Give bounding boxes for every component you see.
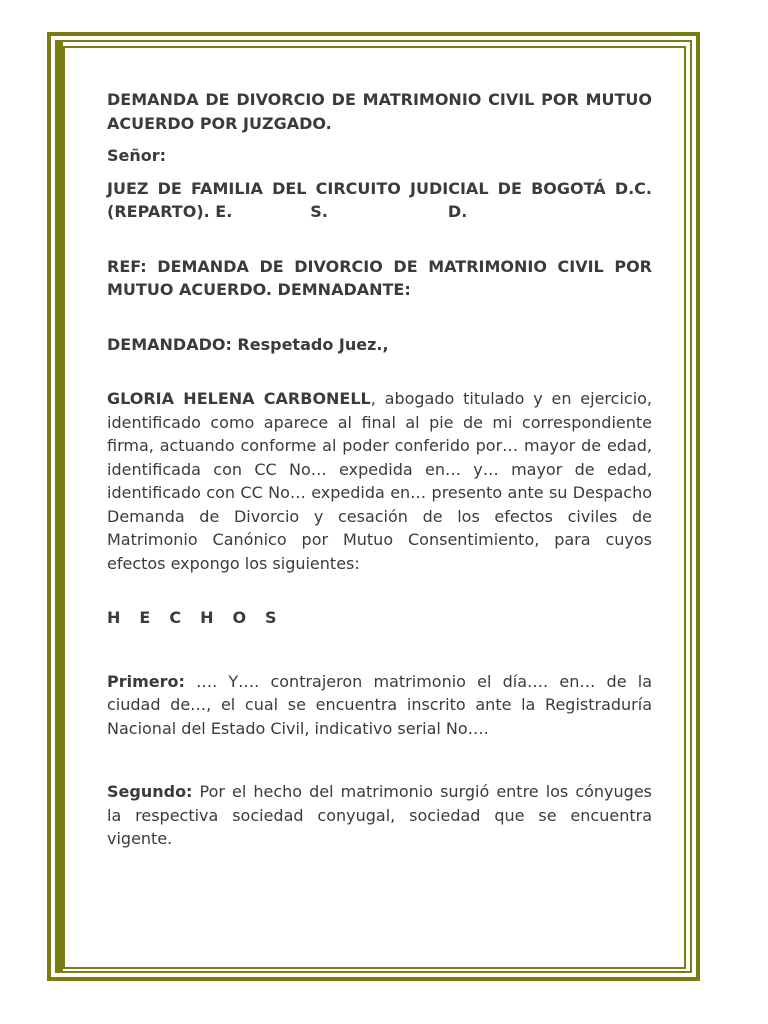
demandado-line: DEMANDADO: Respetado Juez., (107, 334, 389, 354)
section-heading-hechos: HECHOS (107, 608, 296, 627)
addressee-text: JUEZ DE FAMILIA DEL CIRCUITO JUDICIAL DE BOGOTÁ D.C. (REPARTO). E. (107, 178, 652, 221)
salutation: Señor: (107, 146, 167, 165)
fact-segundo-text: Por el hecho del matrimonio surgió entre los cónyuges la respectiva sociedad conyugal, sociedad que se encuentra vigente. (107, 782, 652, 848)
intro-paragraph (107, 387, 652, 575)
document-title: DEMANDA DE DIVORCIO DE MATRIMONIO CIVIL POR MUTUO ACUERDO POR JUZGADO. (107, 90, 652, 133)
fact-primero-label: Primero: (107, 671, 185, 691)
intro-text: , abogado titulado y en ejercicio, identificado como aparece al final al pie de mi correspondiente firma, actuando conforme al poder conferido por… mayor de edad, identificada con CC No… expedida en… y… mayor de edad, identificado con CC No… expedida en… presento ante su Despacho Demanda de Divorcio y cesación de los efectos civiles de Matrimonio Canónico por Mutuo Consentimiento, para cuyos efectos expongo los siguientes: (107, 389, 653, 573)
addressee-s: S. (310, 202, 328, 221)
fact-primero (107, 670, 652, 741)
addressee-d: D. (447, 202, 468, 221)
document-body (107, 88, 652, 851)
fact-segundo (107, 780, 652, 851)
fact-primero-text: …. Y…. contrajeron matrimonio el día…. en… de la ciudad de…, el cual se encuentra inscrito ante la Registraduría Nacional del Estado Civil, indicativo serial No…. (107, 671, 652, 738)
addressee (107, 177, 652, 224)
fact-segundo-label: Segundo: (107, 782, 193, 801)
attorney-name: GLORIA HELENA CARBONELL (107, 389, 371, 408)
reference-line: REF: DEMANDA DE DIVORCIO DE MATRIMONIO CIVIL POR MUTUO ACUERDO. DEMNADANTE: (107, 256, 652, 299)
